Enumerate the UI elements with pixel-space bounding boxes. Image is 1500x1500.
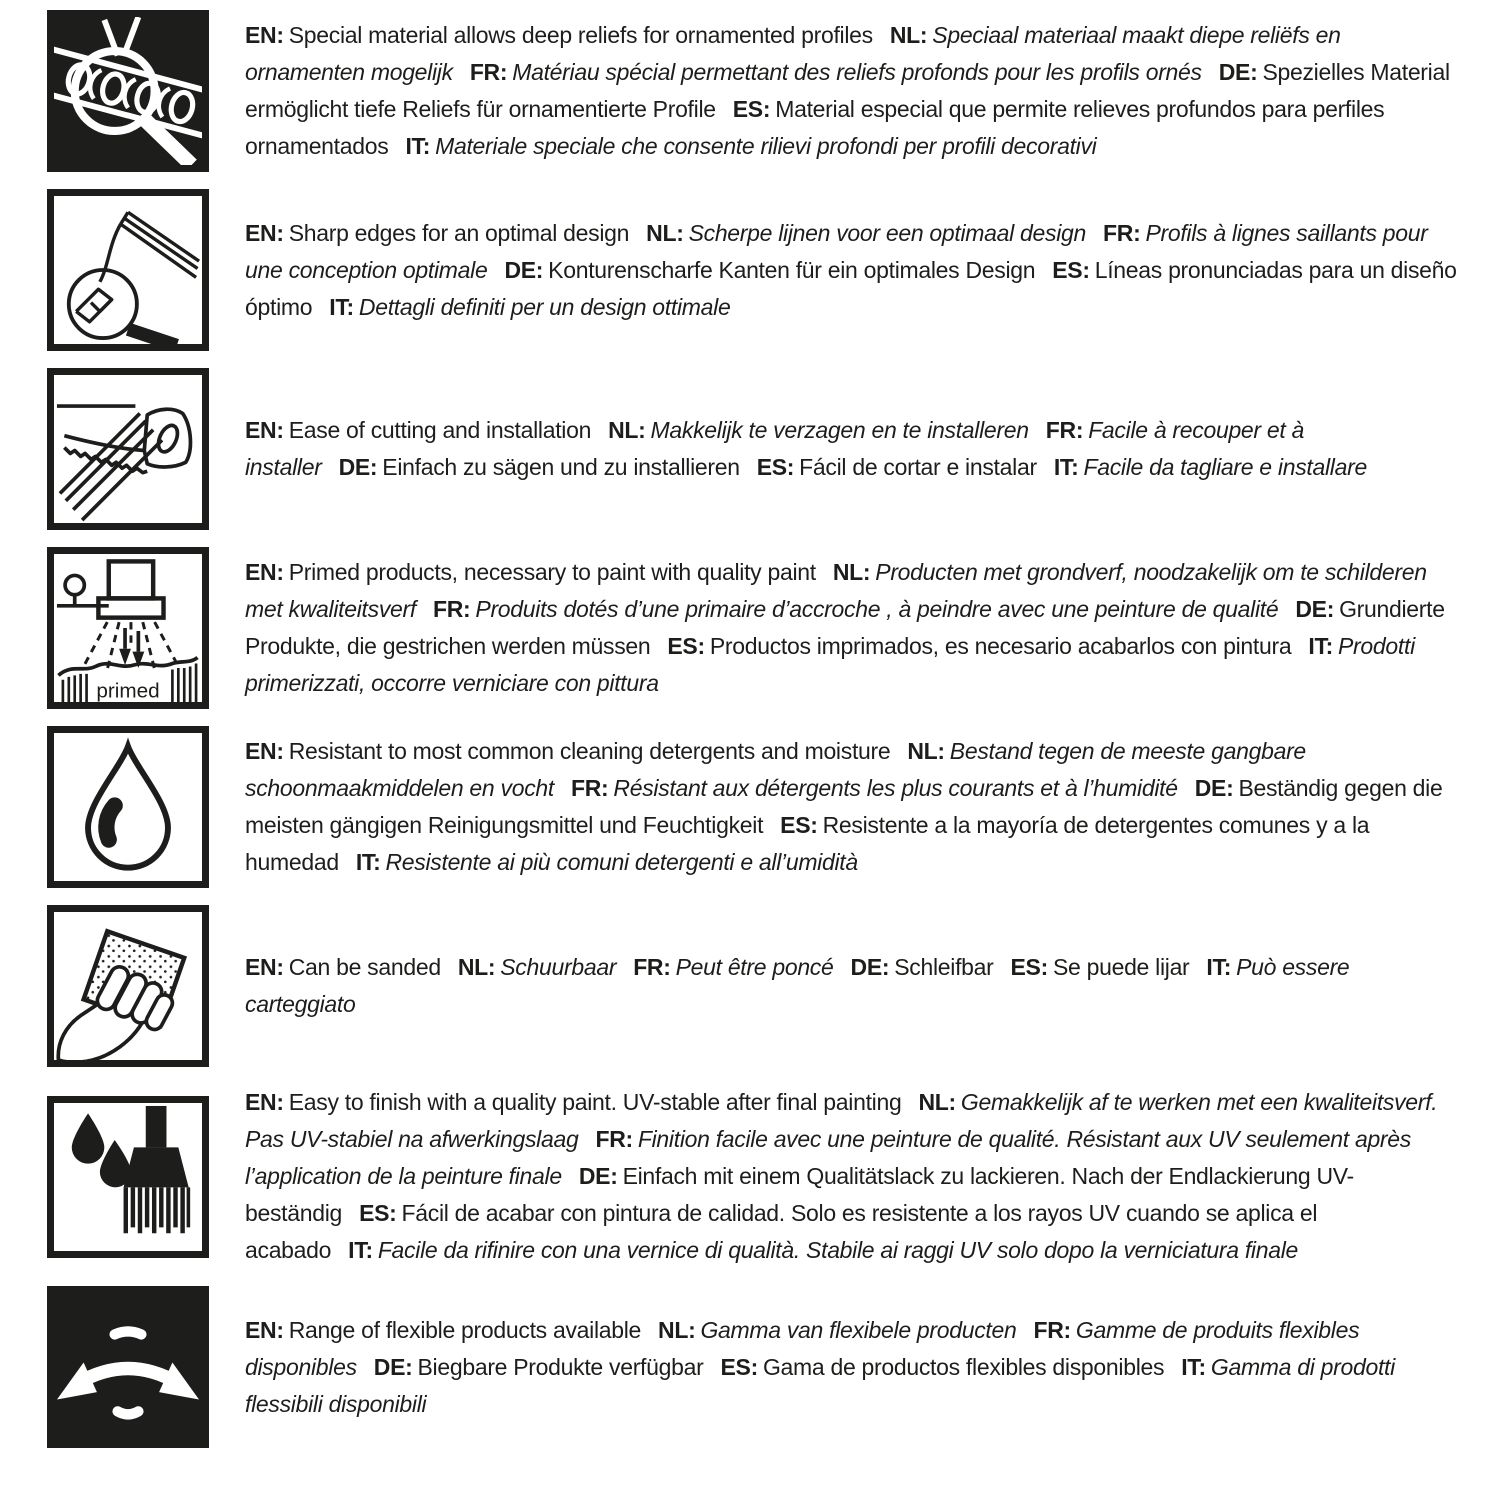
lang-text: Gama de productos flexibles disponibles bbox=[762, 1353, 1165, 1380]
lang-label: IT: bbox=[1181, 1353, 1206, 1380]
lang-label: DE: bbox=[1194, 775, 1234, 801]
lang-text: Schleifbar bbox=[894, 954, 994, 980]
lang-label: FR: bbox=[570, 775, 609, 801]
lang-text: Peut être poncé bbox=[675, 954, 834, 980]
lang-text: Finition facile avec une peinture de qualité. Résistant aux UV seulement après l’application de la peinture finale bbox=[245, 1126, 1411, 1189]
lang-label: IT: bbox=[405, 133, 431, 159]
lang-label: EN: bbox=[245, 1089, 284, 1115]
lang-label: NL: bbox=[907, 738, 945, 764]
lang-text: Productos imprimados, es necesario acabarlos con pintura bbox=[709, 633, 1292, 659]
lang-text: Special material allows deep reliefs for ornamented profiles bbox=[288, 22, 873, 48]
feature-text bbox=[245, 1312, 1464, 1423]
lang-label: NL: bbox=[658, 1316, 696, 1343]
lang-label: DE: bbox=[504, 256, 544, 283]
lang-label: DE: bbox=[578, 1163, 618, 1189]
lang-text: Bestand tegen de meeste gangbare schoonmaakmiddelen en vocht bbox=[245, 738, 1306, 801]
lang-text: Facile da rifinire con una vernice di qualità. Stabile ai raggi UV solo dopo la verniciatura finale bbox=[377, 1237, 1299, 1263]
primed-label: primed bbox=[96, 679, 160, 702]
feature-text bbox=[245, 733, 1464, 881]
lang-label: NL: bbox=[832, 559, 871, 585]
feature-row bbox=[47, 368, 1464, 530]
lang-text: Makkelijk te verzagen en te installeren bbox=[650, 417, 1029, 443]
saw-cutting-icon bbox=[47, 368, 209, 530]
lang-label: IT: bbox=[1206, 954, 1232, 980]
lang-text: Fácil de cortar e instalar bbox=[799, 454, 1037, 480]
lang-text: Schuurbaar bbox=[500, 954, 617, 980]
lang-text: Fácil de acabar con pintura de calidad. Solo es resistente a los rayos UV cuando se aplica el acabado bbox=[245, 1200, 1318, 1263]
lang-label: FR: bbox=[1045, 417, 1084, 443]
lang-text: Beständig gegen die meisten gängigen Reinigungsmittel und Feuchtigkeit bbox=[245, 775, 1443, 838]
lang-text: Resistente ai più comuni detergenti e all’umidità bbox=[385, 849, 858, 875]
lang-label: DE: bbox=[373, 1353, 413, 1380]
lang-label: NL: bbox=[608, 417, 646, 443]
lang-label: ES: bbox=[756, 454, 795, 480]
sanding-hand-icon bbox=[47, 905, 209, 1067]
lang-text: Grundierte Produkte, die gestrichen werden müssen bbox=[245, 596, 1445, 659]
lang-text: Se puede lijar bbox=[1052, 954, 1190, 980]
feature-rows bbox=[47, 10, 1464, 1448]
lang-text: Può essere carteggiato bbox=[245, 954, 1350, 1017]
lang-text: Scherpe lijnen voor een optimaal design bbox=[688, 219, 1087, 246]
lang-text: Einfach zu sägen und zu installieren bbox=[382, 454, 740, 480]
lang-label: ES: bbox=[359, 1200, 397, 1226]
lang-text: Gemakkelijk af te werken met een kwaliteitsverf. Pas UV-stabiel na afwerkingslaag bbox=[245, 1089, 1438, 1152]
lang-text: Speciaal materiaal maakt diepe reliëfs en ornamenten mogelijk bbox=[245, 22, 1341, 85]
lang-text: Spezielles Material ermöglicht tiefe Reliefs für ornamentierte Profile bbox=[245, 59, 1450, 122]
lang-label: IT: bbox=[1308, 633, 1334, 659]
lang-text: Líneas pronunciadas para un diseño óptimo bbox=[245, 256, 1457, 320]
primer-spray-icon bbox=[47, 547, 209, 709]
lang-label: IT: bbox=[348, 1237, 373, 1263]
lang-text: Résistant aux détergents les plus courants et à l’humidité bbox=[613, 775, 1178, 801]
feature-row bbox=[47, 547, 1464, 709]
lang-label: DE: bbox=[1295, 596, 1335, 622]
lang-text: Gamma van flexibele producten bbox=[700, 1316, 1017, 1343]
flexible-arrow-icon bbox=[47, 1286, 209, 1448]
feature-text bbox=[245, 1084, 1464, 1269]
paint-drops-brush-icon bbox=[47, 1096, 209, 1258]
water-drop-icon bbox=[47, 726, 209, 888]
lang-text: Range of flexible products available bbox=[288, 1316, 642, 1343]
lang-label: EN: bbox=[245, 559, 284, 585]
lang-text: Prodotti primerizzati, occorre verniciare con pittura bbox=[245, 633, 1415, 696]
feature-row bbox=[47, 10, 1464, 172]
lang-label: IT: bbox=[1053, 454, 1079, 480]
lang-label: ES: bbox=[1052, 256, 1090, 283]
lang-text: Gamme de produits flexibles disponibles bbox=[245, 1316, 1360, 1380]
feature-row bbox=[47, 905, 1464, 1067]
lang-text: Easy to finish with a quality paint. UV-stable after final painting bbox=[288, 1089, 902, 1115]
lang-text: Profils à lignes saillants pour une conception optimale bbox=[245, 219, 1428, 283]
lang-label: NL: bbox=[457, 954, 496, 980]
lang-text: Facile à recouper et à installer bbox=[245, 417, 1305, 480]
feature-text bbox=[245, 412, 1464, 486]
feature-row bbox=[47, 726, 1464, 888]
lang-text: Producten met grondverf, noodzakelijk om te schilderen met kwaliteitsverf bbox=[245, 559, 1427, 622]
lang-label: EN: bbox=[245, 417, 284, 443]
feature-text bbox=[245, 554, 1464, 702]
feature-text bbox=[245, 949, 1464, 1023]
lang-text: Primed products, necessary to paint with quality paint bbox=[288, 559, 816, 585]
lang-label: NL: bbox=[889, 22, 928, 48]
lang-text: Matériau spécial permettant des reliefs profonds pour les profils ornés bbox=[512, 59, 1202, 85]
lang-text: Sharp edges for an optimal design bbox=[288, 219, 630, 246]
lang-label: EN: bbox=[245, 22, 284, 48]
lang-text: Biegbare Produkte verfügbar bbox=[417, 1353, 704, 1380]
lang-label: EN: bbox=[245, 954, 284, 980]
lang-label: EN: bbox=[245, 219, 284, 246]
lang-label: IT: bbox=[329, 293, 354, 320]
lang-text: Einfach mit einem Qualitätslack zu lackieren. Nach der Endlackierung UV-beständig bbox=[245, 1163, 1354, 1226]
lang-label: FR: bbox=[633, 954, 671, 980]
lang-text: Materiale speciale che consente rilievi profondi per profili decorativi bbox=[435, 133, 1097, 159]
lang-label: ES: bbox=[667, 633, 705, 659]
lang-label: EN: bbox=[245, 738, 284, 764]
lang-text: Ease of cutting and installation bbox=[288, 417, 592, 443]
lang-label: ES: bbox=[720, 1353, 758, 1380]
feature-row bbox=[47, 1084, 1464, 1269]
lang-text: Dettagli definiti per un design ottimale bbox=[358, 293, 731, 320]
lang-label: DE: bbox=[1218, 59, 1258, 85]
lang-label: DE: bbox=[850, 954, 890, 980]
lang-text: Konturenscharfe Kanten für ein optimales Design bbox=[548, 256, 1036, 283]
feature-text bbox=[245, 17, 1464, 165]
lang-text: Material especial que permite relieves profundos para perfiles ornamentados bbox=[245, 96, 1385, 159]
lang-label: EN: bbox=[245, 1316, 284, 1343]
lang-label: FR: bbox=[595, 1126, 633, 1152]
lang-label: ES: bbox=[1010, 954, 1048, 980]
feature-row bbox=[47, 189, 1464, 351]
feature-row bbox=[47, 1286, 1464, 1448]
lang-text: Facile da tagliare e installare bbox=[1083, 454, 1367, 480]
lang-text: Produits dotés d’une primaire d’accroche , à peindre avec une peinture de qualité bbox=[475, 596, 1279, 622]
lang-label: FR: bbox=[469, 59, 508, 85]
sharp-edges-magnifier-icon bbox=[47, 189, 209, 351]
lang-label: ES: bbox=[780, 812, 818, 838]
lang-text: Resistente a la mayoría de detergentes comunes y a la humedad bbox=[245, 812, 1370, 875]
lang-text: Gamma di prodotti flessibili disponibili bbox=[245, 1353, 1395, 1417]
lang-label: DE: bbox=[338, 454, 378, 480]
lang-text: Resistant to most common cleaning detergents and moisture bbox=[288, 738, 891, 764]
lang-label: NL: bbox=[646, 219, 684, 246]
lang-label: FR: bbox=[432, 596, 471, 622]
lang-text: Can be sanded bbox=[288, 954, 441, 980]
feature-text bbox=[245, 215, 1464, 326]
lang-label: NL: bbox=[918, 1089, 956, 1115]
ornament-relief-magnifier-icon bbox=[47, 10, 209, 172]
lang-label: IT: bbox=[355, 849, 381, 875]
lang-label: FR: bbox=[1103, 219, 1141, 246]
lang-label: FR: bbox=[1033, 1316, 1071, 1343]
lang-label: ES: bbox=[732, 96, 771, 122]
